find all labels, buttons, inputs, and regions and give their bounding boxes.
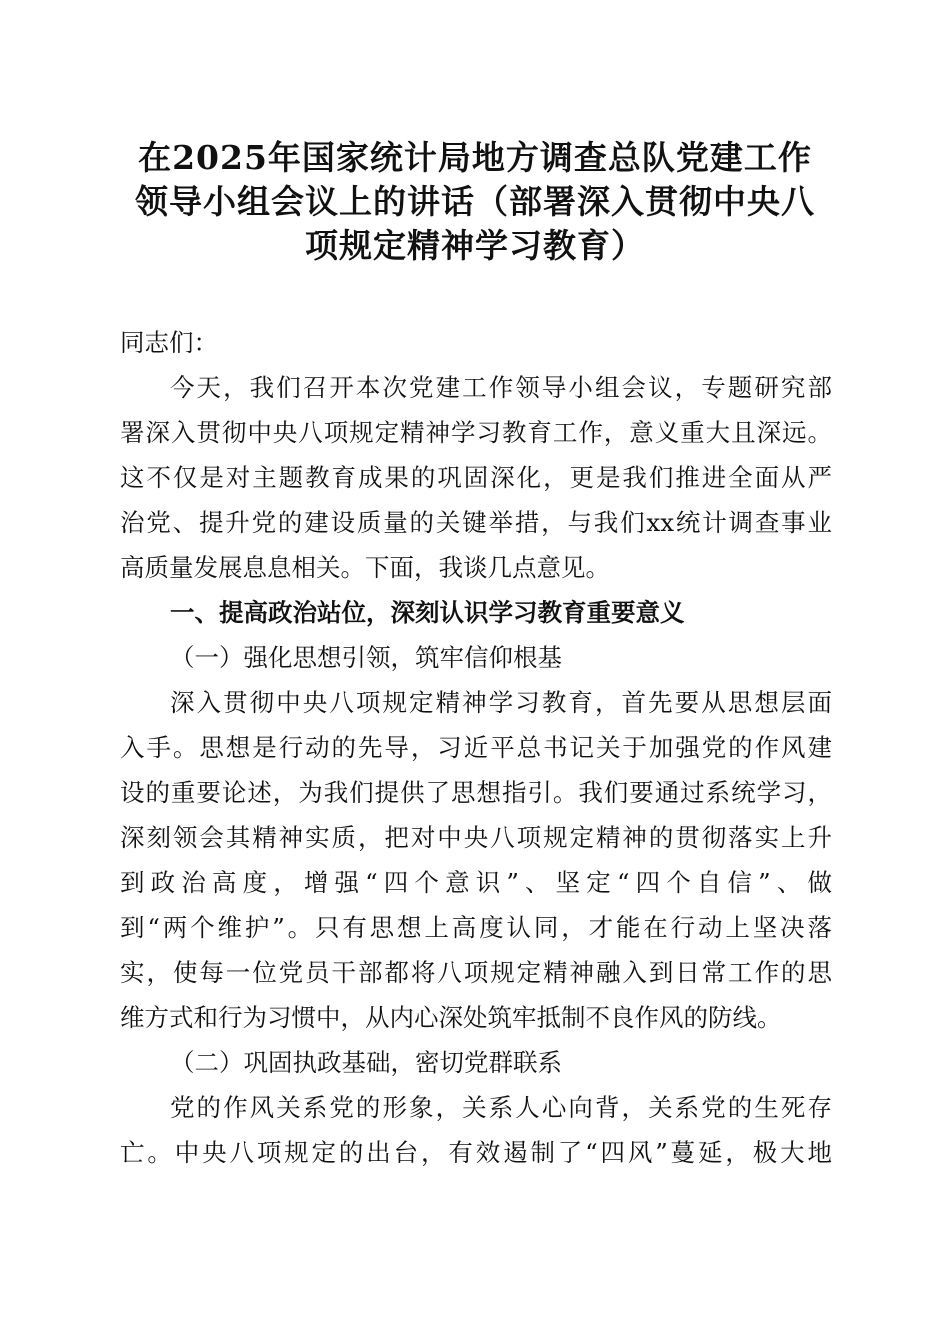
paragraph-line: 署深入贯彻中央八项规定精神学习教育工作，意义重大且深远。: [120, 418, 832, 447]
paragraph-line: 实，使每一位党员干部都将八项规定精神融入到日常工作的思: [120, 958, 832, 987]
subsection-heading: （二）巩固执政基础，密切党群联系: [170, 1048, 562, 1077]
paragraph-line: 到政治高度，增强“四个意识”、坚定“四个自信”、做: [120, 868, 832, 897]
paragraph-line: 维方式和行为习惯中，从内心深处筑牢抵制不良作风的防线。: [120, 1003, 782, 1032]
paragraph-line: 设的重要论述，为我们提供了思想指引。我们要通过系统学习，: [120, 778, 832, 807]
paragraph-line: 高质量发展息息相关。下面，我谈几点意见。: [120, 553, 610, 582]
salutation: 同志们：: [120, 328, 218, 357]
subsection-heading: （一）强化思想引领，筑牢信仰根基: [170, 643, 562, 672]
document-body: [120, 320, 832, 1175]
paragraph-line: 到“两个维护”。只有思想上高度认同，才能在行动上坚决落: [120, 913, 832, 942]
paragraph-line: 这不仅是对主题教育成果的巩固深化，更是我们推进全面从严: [120, 463, 832, 492]
paragraph-line: 亡。中央八项规定的出台，有效遏制了“四风”蔓延，极大地: [120, 1138, 832, 1167]
title-line: 项规定精神学习教育）: [305, 226, 645, 265]
paragraph-line: 今天，我们召开本次党建工作领导小组会议，专题研究部: [170, 373, 832, 402]
title-line: 在2025年国家统计局地方调查总队党建工作: [138, 138, 812, 177]
paragraph-line: 治党、提升党的建设质量的关键举措，与我们xx统计调查事业: [120, 508, 832, 537]
paragraph-line: 深入贯彻中央八项规定精神学习教育，首先要从思想层面: [170, 688, 832, 717]
paragraph-line: 党的作风关系党的形象，关系人心向背，关系党的生死存: [170, 1093, 832, 1122]
paragraph-line: 深刻领会其精神实质，把对中央八项规定精神的贯彻落实上升: [120, 823, 832, 852]
section-heading: 一、提高政治站位，深刻认识学习教育重要意义: [170, 598, 685, 627]
paragraph-line: 入手。思想是行动的先导，习近平总书记关于加强党的作风建: [120, 733, 832, 762]
title-line: 领导小组会议上的讲话（部署深入贯彻中央八: [135, 182, 815, 221]
document-title: [110, 136, 840, 268]
